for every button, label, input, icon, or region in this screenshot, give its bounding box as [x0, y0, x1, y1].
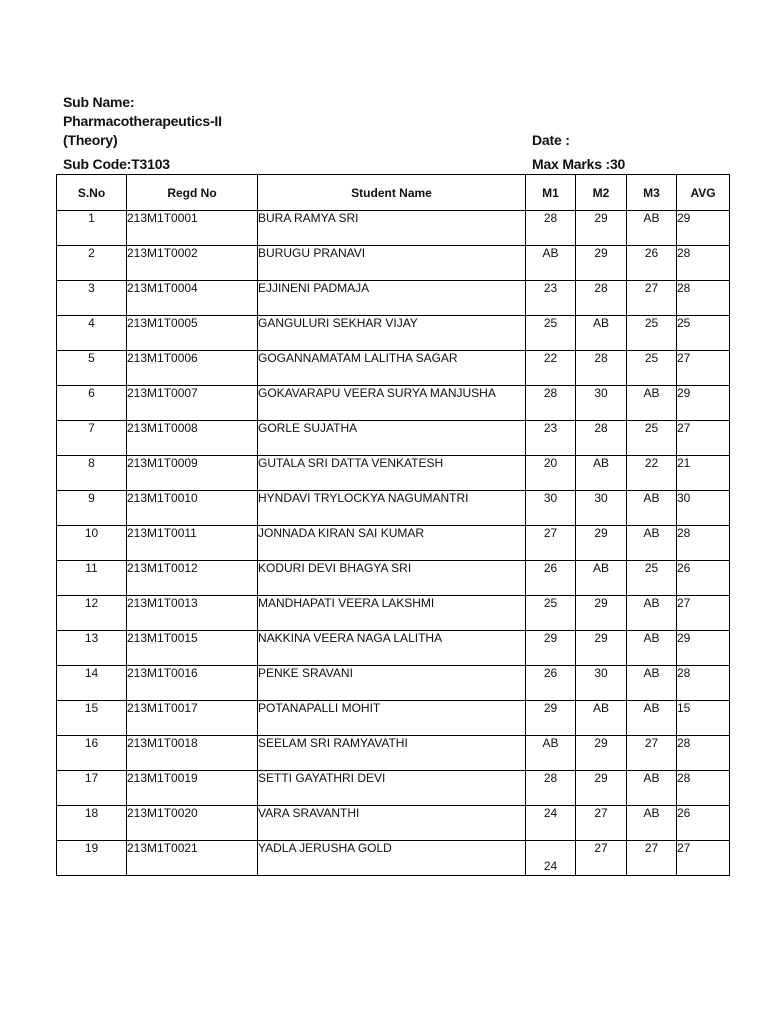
cell-m1: 27	[526, 526, 576, 561]
column-header-student-name: Student Name	[258, 175, 526, 211]
cell-sno: 1	[57, 211, 127, 246]
cell-regd-no: 213M1T0008	[127, 421, 258, 456]
cell-avg: 30	[677, 491, 730, 526]
table-row	[57, 701, 730, 736]
cell-m3: 25	[627, 316, 677, 351]
cell-sno: 18	[57, 806, 127, 841]
cell-student-name: GUTALA SRI DATTA VENKATESH	[258, 456, 526, 491]
cell-student-name: PENKE SRAVANI	[258, 666, 526, 701]
cell-student-name: SEELAM SRI RAMYAVATHI	[258, 736, 526, 771]
cell-avg: 27	[677, 351, 730, 386]
cell-student-name: EJJINENI PADMAJA	[258, 281, 526, 316]
cell-student-name: JONNADA KIRAN SAI KUMAR	[258, 526, 526, 561]
cell-avg: 29	[677, 631, 730, 666]
cell-m3: AB	[627, 666, 677, 701]
cell-regd-no: 213M1T0010	[127, 491, 258, 526]
cell-regd-no: 213M1T0012	[127, 561, 258, 596]
table-row	[57, 561, 730, 596]
cell-m3: 25	[627, 561, 677, 596]
cell-regd-no: 213M1T0007	[127, 386, 258, 421]
cell-sno: 8	[57, 456, 127, 491]
cell-m1: 25	[526, 316, 576, 351]
cell-m3: AB	[627, 771, 677, 806]
table-row	[57, 771, 730, 806]
cell-student-name: GORLE SUJATHA	[258, 421, 526, 456]
cell-sno: 14	[57, 666, 127, 701]
sub-code: Sub Code:T3103	[63, 156, 170, 172]
cell-sno: 15	[57, 701, 127, 736]
cell-sno: 7	[57, 421, 127, 456]
cell-avg: 21	[677, 456, 730, 491]
marks-table-body	[57, 211, 730, 876]
cell-m2: 29	[576, 736, 627, 771]
column-header-m2: M2	[576, 175, 627, 211]
cell-regd-no: 213M1T0004	[127, 281, 258, 316]
cell-m2: 27	[576, 806, 627, 841]
cell-regd-no: 213M1T0018	[127, 736, 258, 771]
cell-m1: 30	[526, 491, 576, 526]
cell-m2: AB	[576, 561, 627, 596]
sub-name-qualifier: (Theory)	[63, 132, 118, 148]
cell-student-name: VARA SRAVANTHI	[258, 806, 526, 841]
table-row	[57, 736, 730, 771]
cell-student-name: YADLA JERUSHA GOLD	[258, 841, 526, 876]
cell-m1: 28	[526, 771, 576, 806]
cell-avg: 28	[677, 281, 730, 316]
cell-m2: 28	[576, 421, 627, 456]
cell-m1: 26	[526, 666, 576, 701]
cell-m3: AB	[627, 631, 677, 666]
cell-m3: 27	[627, 736, 677, 771]
table-row	[57, 351, 730, 386]
table-row	[57, 491, 730, 526]
cell-student-name: POTANAPALLI MOHIT	[258, 701, 526, 736]
cell-sno: 6	[57, 386, 127, 421]
cell-avg: 28	[677, 246, 730, 281]
cell-regd-no: 213M1T0015	[127, 631, 258, 666]
cell-student-name: SETTI GAYATHRI DEVI	[258, 771, 526, 806]
cell-m2: 28	[576, 281, 627, 316]
cell-m1: AB	[526, 736, 576, 771]
cell-avg: 27	[677, 596, 730, 631]
cell-m1: 26	[526, 561, 576, 596]
cell-student-name: KODURI DEVI BHAGYA SRI	[258, 561, 526, 596]
table-row	[57, 806, 730, 841]
cell-m3: 26	[627, 246, 677, 281]
cell-m1: 29	[526, 631, 576, 666]
cell-m2: AB	[576, 316, 627, 351]
cell-regd-no: 213M1T0006	[127, 351, 258, 386]
cell-avg: 28	[677, 526, 730, 561]
cell-regd-no: 213M1T0009	[127, 456, 258, 491]
cell-sno: 13	[57, 631, 127, 666]
column-header-m3: M3	[627, 175, 677, 211]
table-row	[57, 631, 730, 666]
cell-m1: 28	[526, 386, 576, 421]
cell-regd-no: 213M1T0001	[127, 211, 258, 246]
cell-m3: AB	[627, 211, 677, 246]
cell-student-name: GOKAVARAPU VEERA SURYA MANJUSHA	[258, 386, 526, 421]
cell-m2: 30	[576, 386, 627, 421]
column-header-m1: M1	[526, 175, 576, 211]
cell-m2: AB	[576, 701, 627, 736]
column-header-regd-no: Regd No	[127, 175, 258, 211]
table-row	[57, 246, 730, 281]
cell-m2: 27	[576, 841, 627, 876]
cell-avg: 15	[677, 701, 730, 736]
cell-sno: 5	[57, 351, 127, 386]
cell-sno: 11	[57, 561, 127, 596]
cell-avg: 28	[677, 666, 730, 701]
cell-avg: 27	[677, 841, 730, 876]
cell-sno: 9	[57, 491, 127, 526]
cell-sno: 12	[57, 596, 127, 631]
cell-m1: 23	[526, 421, 576, 456]
cell-sno: 16	[57, 736, 127, 771]
cell-m2: AB	[576, 456, 627, 491]
sub-name-value: Pharmacotherapeutics-II	[63, 113, 222, 129]
cell-regd-no: 213M1T0013	[127, 596, 258, 631]
cell-m3: AB	[627, 526, 677, 561]
cell-m2: 28	[576, 351, 627, 386]
cell-avg: 28	[677, 771, 730, 806]
marks-table	[56, 174, 730, 876]
cell-student-name: BURUGU PRANAVI	[258, 246, 526, 281]
cell-regd-no: 213M1T0005	[127, 316, 258, 351]
cell-sno: 19	[57, 841, 127, 876]
cell-m3: AB	[627, 386, 677, 421]
cell-student-name: HYNDAVI TRYLOCKYA NAGUMANTRI	[258, 491, 526, 526]
cell-avg: 27	[677, 421, 730, 456]
cell-avg: 26	[677, 561, 730, 596]
cell-m1: 24	[526, 841, 576, 876]
cell-m2: 29	[576, 246, 627, 281]
cell-m3: AB	[627, 491, 677, 526]
cell-m2: 29	[576, 211, 627, 246]
cell-regd-no: 213M1T0016	[127, 666, 258, 701]
cell-m1: 20	[526, 456, 576, 491]
cell-student-name: MANDHAPATI VEERA LAKSHMI	[258, 596, 526, 631]
cell-regd-no: 213M1T0017	[127, 701, 258, 736]
table-row	[57, 526, 730, 561]
cell-m1: AB	[526, 246, 576, 281]
cell-m3: AB	[627, 701, 677, 736]
cell-student-name: GOGANNAMATAM LALITHA SAGAR	[258, 351, 526, 386]
cell-student-name: BURA RAMYA SRI	[258, 211, 526, 246]
table-row	[57, 421, 730, 456]
date-label: Date :	[532, 132, 570, 148]
cell-m3: 25	[627, 351, 677, 386]
cell-m3: AB	[627, 596, 677, 631]
cell-m2: 30	[576, 491, 627, 526]
cell-regd-no: 213M1T0021	[127, 841, 258, 876]
cell-m1: 22	[526, 351, 576, 386]
sub-name-label: Sub Name:	[63, 94, 135, 110]
cell-regd-no: 213M1T0019	[127, 771, 258, 806]
cell-sno: 2	[57, 246, 127, 281]
cell-sno: 3	[57, 281, 127, 316]
column-header-avg: AVG	[677, 175, 730, 211]
cell-sno: 10	[57, 526, 127, 561]
cell-m2: 29	[576, 631, 627, 666]
cell-avg: 29	[677, 211, 730, 246]
cell-m3: 27	[627, 841, 677, 876]
cell-avg: 28	[677, 736, 730, 771]
column-header-sno: S.No	[57, 175, 127, 211]
cell-regd-no: 213M1T0020	[127, 806, 258, 841]
cell-m1: 28	[526, 211, 576, 246]
max-marks: Max Marks :30	[532, 156, 626, 172]
table-row	[57, 386, 730, 421]
cell-m1: 25	[526, 596, 576, 631]
cell-avg: 29	[677, 386, 730, 421]
cell-student-name: NAKKINA VEERA NAGA LALITHA	[258, 631, 526, 666]
cell-m2: 29	[576, 596, 627, 631]
cell-m3: 25	[627, 421, 677, 456]
cell-m2: 29	[576, 526, 627, 561]
cell-student-name: GANGULURI SEKHAR VIJAY	[258, 316, 526, 351]
cell-m2: 30	[576, 666, 627, 701]
cell-m3: AB	[627, 806, 677, 841]
cell-sno: 17	[57, 771, 127, 806]
table-row	[57, 666, 730, 701]
cell-m1: 24	[526, 806, 576, 841]
cell-m1: 29	[526, 701, 576, 736]
cell-regd-no: 213M1T0011	[127, 526, 258, 561]
cell-avg: 25	[677, 316, 730, 351]
cell-sno: 4	[57, 316, 127, 351]
cell-m3: 22	[627, 456, 677, 491]
cell-m3: 27	[627, 281, 677, 316]
table-row	[57, 281, 730, 316]
table-row	[57, 841, 730, 876]
cell-m2: 29	[576, 771, 627, 806]
cell-m1: 23	[526, 281, 576, 316]
cell-regd-no: 213M1T0002	[127, 246, 258, 281]
cell-avg: 26	[677, 806, 730, 841]
table-row	[57, 456, 730, 491]
table-row	[57, 596, 730, 631]
table-row	[57, 316, 730, 351]
table-header-row	[57, 175, 730, 211]
table-row	[57, 211, 730, 246]
